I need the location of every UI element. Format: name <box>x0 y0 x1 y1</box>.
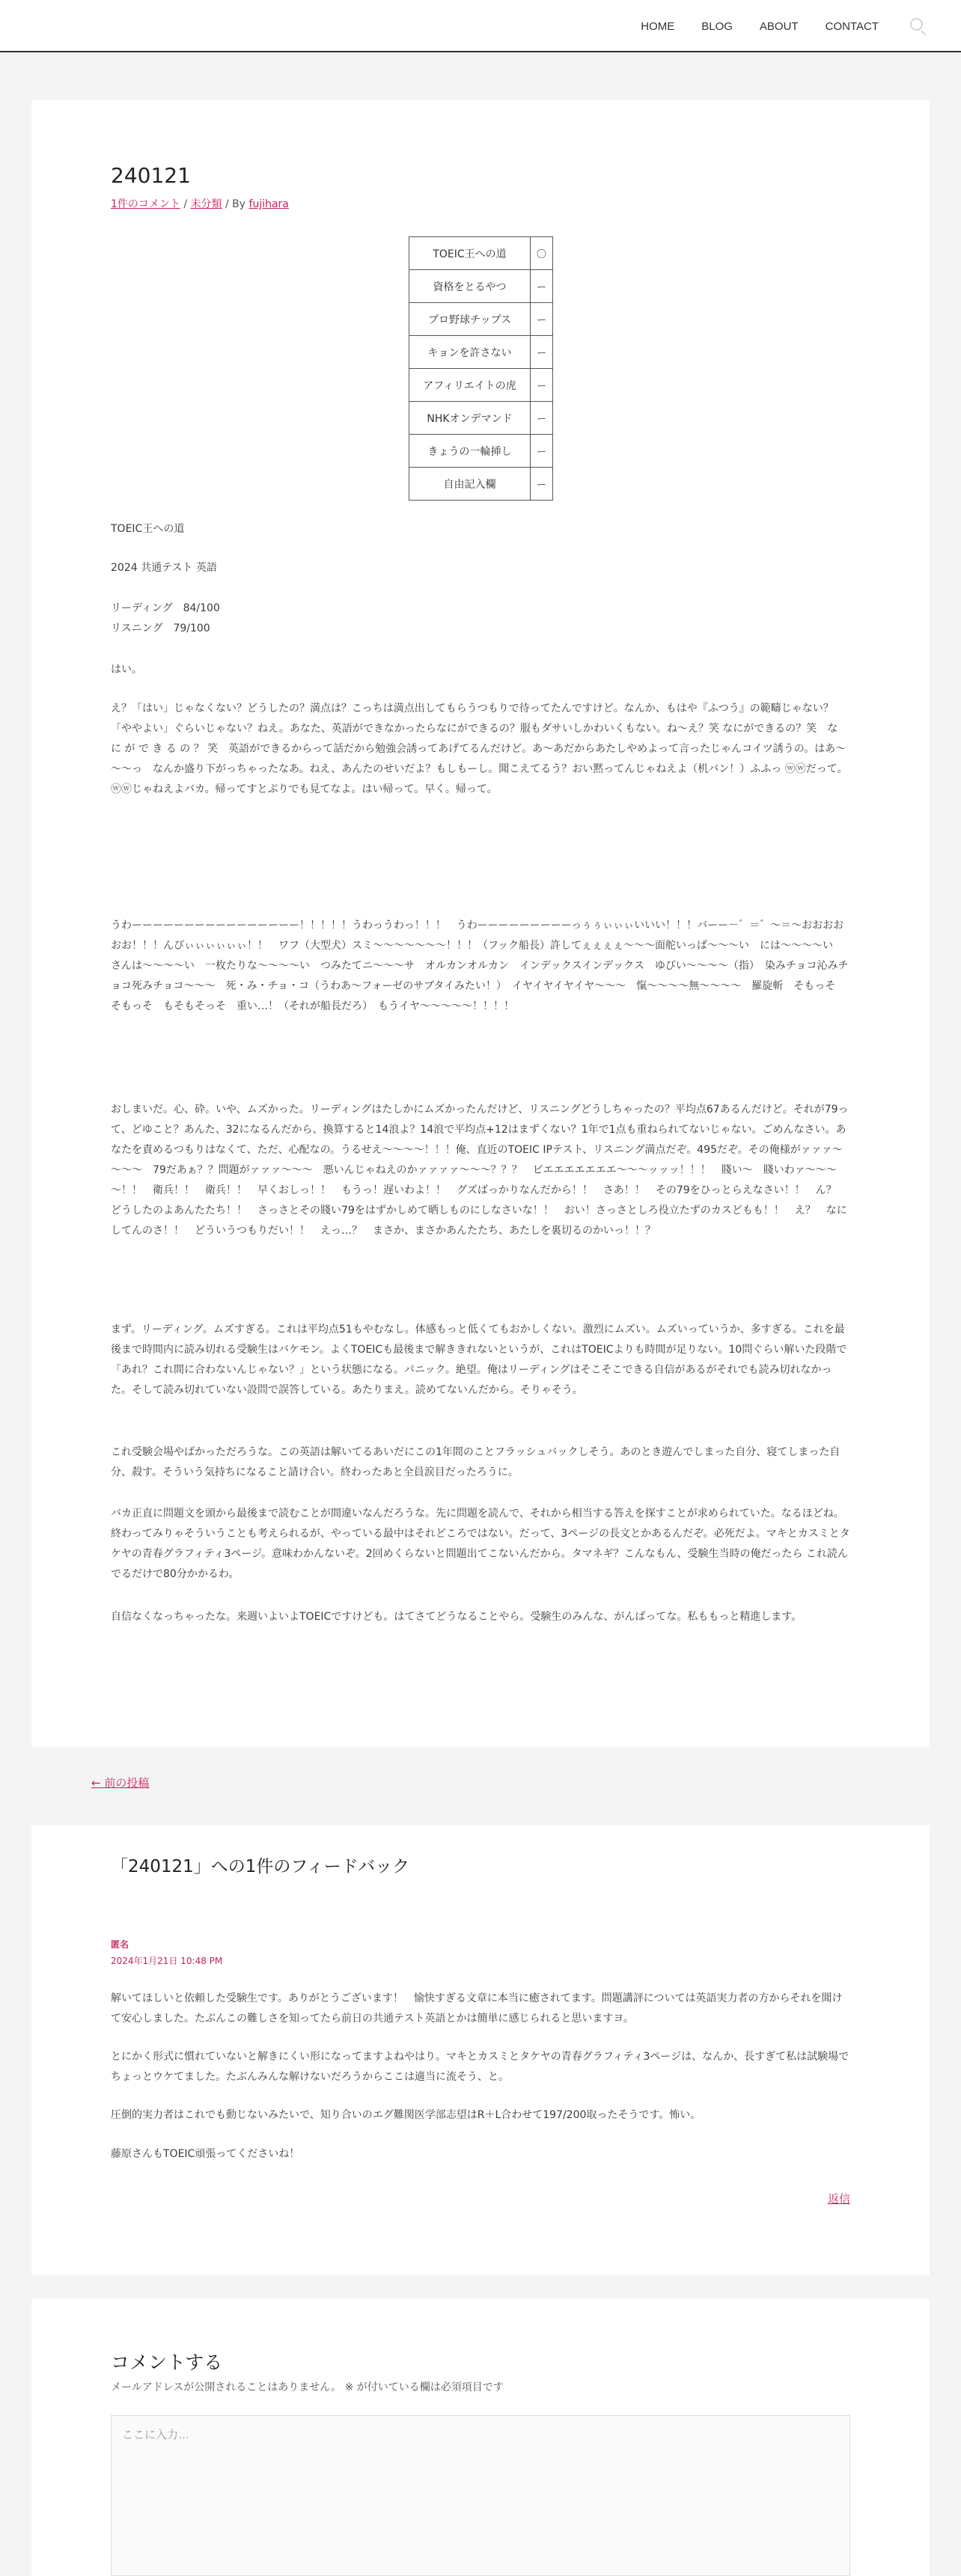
category-link[interactable]: 未分類 <box>190 198 222 210</box>
paragraph: おしまいだ。心、砕。いや、ムズかった。リーディングはたしかにムズかったんだけど、リスニングどうしちゃったの？平均点67あるんだけど。それが79って、どゆこと？あんた、32になるんだから、換算すると14浪よ？14浪で平均点+12はまずくない？1年で1点も重ねられてないじゃない。ごめんなさい。あなたを責めるつもりはなくて、ただ、心配なの。うるせえ～～～～！！！俺、直近のTOEIC IPテスト、リスニング満点だぞ。495だぞ。その俺様がァァァ～～～～ 79だあぁ？？問題がァァァ～～～ 悪いんじゃねえのかァァァァ～～～？？？ ピエエエエエエエ～～～ッッッ！！！ 賤い～ 賤いわァ～～～～！！ 衛兵！！ 衛兵！！ 早くおしっ！！ もうっ！遅いわよ！！ グズばっかりなんだから！！ さあ！！ その79をひっとらえなさい！！ ん？ どうしたのよあんたたち！！ さっさとその賤い79をはずかしめて晒しものにしなさいな！！ おい！さっさとしろ役立たずのカスどもも！！ え？ なにしてんのさ！！ どういうつもりだい！！ えっ…？ まさか、まさかあんたたち、あたしを裏切るのかいっ！！？ <box>111 1104 849 1237</box>
paragraph: うわーーーーーーーーーーーーーーーー！！！！！うわっうわっ！！！ うわーーーーーーーーーっぅぅぃぃぃいいい！！！バーー－゛＝゛～＝～おおおおおお！！！んぴぃぃぃぃぃぃ！！ ワフ（大型犬）スミ～～～～～～～！！！（フック船長）許してぇぇぇぇ～～～面舵いっぱ～～～い には～～～～い さんは～～～～い 一枚たりな～～～～い つみたてニ～～～サ オルカンオルカン インデックスインデックス ゆびい～～～～（指） 染みチョコ沁みチョコ死みチョコ～～～ 死・み・チョ・コ（うわあ～フォーゼのサブタイみたい！） イヤイヤイヤイヤ～～～ 愾～～～～無～～～～ 羅旋斬 そもっそ そもっそ もそもそっそ 重い…！（それが船長だろ） もうイヤ～～～～～！！！！ <box>111 920 849 1012</box>
main-nav <box>614 0 928 52</box>
checklist-label: 自由記入欄 <box>409 468 531 501</box>
reading-score: リーディング 84/100 <box>111 602 220 614</box>
checklist-mark: ー <box>531 402 553 435</box>
post-title: 240121 <box>111 163 191 188</box>
paragraph: バカ正直に問題文を頭から最後まで読むことが間違いなんだろうな。先に問題を読んで、それから相当する答えを探すことが求められていた。なるほどね。終わってみりゃそういうことも考えられるが、やっている最中はそれどころではない。だって、3ページの長文とかあるんだぞ。必死だよ。マキとカスミとタケヤの青春グラフィティ3ページ。意味わかんないぞ。2回めくらないと問題出てこないんだから。タマネギ？こんなもん、受験生当時の俺だったら これ読んでるだけで80分かかるわ。 <box>111 1508 850 1580</box>
search-icon[interactable] <box>909 16 928 36</box>
paragraph: はい。 <box>111 664 142 676</box>
paragraph: 自信なくなっちゃったな。来週いよいよTOEICですけども。はてさてどうなることやら。受験生のみんな、がんばってな。私ももっと精進します。 <box>111 1611 802 1623</box>
prev-post-link[interactable]: ← 前の投稿 <box>91 1776 150 1790</box>
paragraph: え？「はい」じゃなくない？どうしたの？満点は？こっちは満点出してもらうつもりで待ってたんですけど。なんか、もはや『ふつう』の範疇じゃない？「ややよい」ぐらいじゃない？ねえ。あなた、英語ができなかったらなにができるの？服もダサいしかわいくもない。ね～え？笑 なにができるの？笑 な に が で き る の ？ 笑 英語ができるからって話だから勉強会誘ってあげてるんだけど。あ～あだからあたしやめよって言ったじゃんコイツ誘うの。はあ～～～っ なんか盛り下がっちゃったなあ。ねえ、あんたのせいだよ？もしもーし。聞こえてるう？おい黙ってんじゃねえよ（机バン！）ふふっ ⓦⓦだって。ⓦⓦじゃねえよバカ。帰ってすとぷりでも見てなよ。はい帰って。早く。帰って。 <box>111 703 848 795</box>
reply-form <box>31 2298 930 2576</box>
table-row <box>409 303 553 336</box>
meta-separator: / <box>180 198 191 210</box>
table-row <box>409 336 553 369</box>
comment-paragraph: とにかく形式に慣れていないと解きにくい形になってますよねやはり。マキとカスミとタケヤの青春グラフィティ3ページは、なんか、長すぎて私は試験場でちょっとウケてました。たぶんみんな解けないだろうからここは適当に流そう、と。 <box>111 2051 849 2083</box>
checklist-mark: ー <box>531 369 553 402</box>
checklist-mark: ー <box>531 468 553 501</box>
comment-paragraph: 圧倒的実力者はこれでも動じないみたいで、知り合いのエグ難関医学部志望はR＋L合わせて197/200取ったそうです。怖い。 <box>111 2109 701 2121</box>
table-row <box>409 435 553 468</box>
checklist-table <box>409 236 553 501</box>
reply-title: コメントする <box>111 2352 223 2373</box>
nav-contact[interactable]: CONTACT <box>825 19 879 33</box>
checklist-label: NHKオンデマンド <box>409 402 531 435</box>
comment-date[interactable]: 2024年1月21日 10:48 PM <box>111 1956 223 1966</box>
listening-score: リスニング 79/100 <box>111 622 210 634</box>
checklist-mark: ー <box>531 336 553 369</box>
checklist-label: キョンを許さない <box>409 336 531 369</box>
paragraph: これ受験会場やばかっただろうな。この英語は解いてるあいだにこの1年間のことフラッシュバックしそう。あのとき遊んでしまった自分、寝てしまった自分、殺す。そういう気持ちになること請け合い。終わったあと全員涙目だったろうに。 <box>111 1446 841 1478</box>
meta-by: / By <box>222 198 249 210</box>
table-row <box>409 270 553 303</box>
comment-author: 匿名 <box>111 1939 129 1950</box>
checklist-label: アフィリエイトの虎 <box>409 369 531 402</box>
comment-paragraph: 藤原さんもTOEIC頑張ってくださいね！ <box>111 2148 300 2160</box>
section-title: TOEIC王への道 <box>111 523 185 535</box>
table-row <box>409 468 553 501</box>
paragraph: まず。リーディング。ムズすぎる。これは平均点51もやむなし。体感もっと低くてもおかしくない。激烈にムズい。ムズいっていうか、多すぎる。これを最後まで時間内に読み切れる受験生はバケモン。よくTOEICも最後まで解ききれないというが、これはTOEICよりも時間が足りない。10問ぐらい解いた段階で「あれ？これ間に合わないんじゃない？」という状態になる。パニック。絶望。俺はリーディングはそこそこできる自信があるがそれでも読み切れなかった。そして読み切れていない設問で誤答している。あたりまえ。読めてないんだから。そりゃそう。 <box>111 1324 847 1396</box>
reply-notes: メールアドレスが公開されることはありません。 ※ が付いている欄は必須項目です <box>111 2381 504 2393</box>
table-row <box>409 237 553 270</box>
post-meta <box>111 196 289 211</box>
checklist-mark: 〇 <box>531 237 553 270</box>
nav-home[interactable]: HOME <box>641 19 675 33</box>
checklist-mark: ー <box>531 303 553 336</box>
nav-about[interactable]: ABOUT <box>759 19 799 33</box>
article-card <box>31 100 930 1746</box>
checklist-mark: ー <box>531 270 553 303</box>
reply-link[interactable]: 返信 <box>827 2192 850 2206</box>
checklist-label: 資格をとるやつ <box>409 270 531 303</box>
nav-blog[interactable]: BLOG <box>701 19 733 33</box>
comments-section <box>31 1826 930 2274</box>
comment-paragraph: 解いてほしいと依頼した受験生です。ありがとうございます！ 愉快すぎる文章に本当に癒されてます。問題講評については英語実力者の方からそれを聞けて安心しました。たぶんこの難しさを知ってたら前日の共通テスト英語とかは簡単に感じられると思いますヨ。 <box>111 1992 843 2025</box>
exam-name: 2024 共通テスト 英語 <box>111 562 217 574</box>
comment-textarea[interactable] <box>111 2415 850 2576</box>
table-row <box>409 402 553 435</box>
checklist-label: TOEIC王への道 <box>409 237 531 270</box>
checklist-mark: ー <box>531 435 553 468</box>
table-row <box>409 369 553 402</box>
comments-title: 「240121」への1件のフィードバック <box>111 1857 410 1876</box>
checklist-label: きょうの一輪挿し <box>409 435 531 468</box>
author-link[interactable]: fujihara <box>248 198 289 210</box>
site-header <box>0 0 961 52</box>
checklist-label: プロ野球チップス <box>409 303 531 336</box>
comments-link[interactable]: 1件のコメント <box>111 198 180 210</box>
